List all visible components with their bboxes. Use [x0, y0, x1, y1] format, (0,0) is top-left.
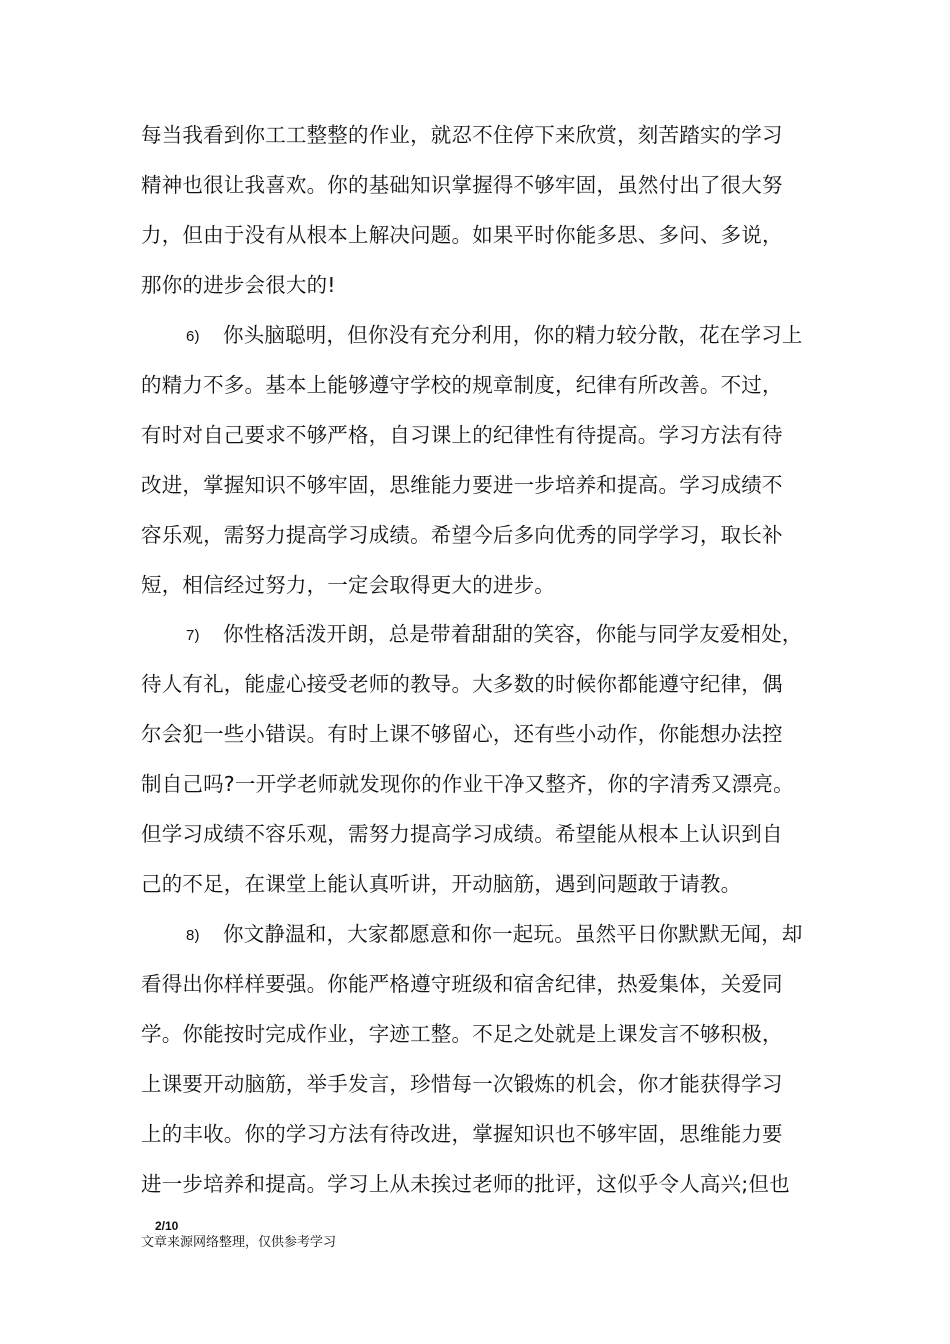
source-note: 文章来源网络整理，仅供参考学习 — [141, 1235, 337, 1250]
paragraph-line: 上的丰收。你的学习方法有待改进，掌握知识也不够牢固，思维能力要 — [141, 1122, 783, 1146]
paragraph-line: 你文静温和，大家都愿意和你一起玩。虽然平日你默默无闻，却 — [223, 922, 803, 946]
paragraph-line: 上课要开动脑筋，举手发言，珍惜每一次锻炼的机会，你才能获得学习 — [141, 1072, 783, 1096]
paragraph-number: 8) — [186, 927, 200, 944]
paragraph-line: 每当我看到你工工整整的作业，就忍不住停下来欣赏，刻苦踏实的学习 — [141, 123, 783, 147]
paragraph-line: 待人有礼，能虚心接受老师的教导。大多数的时候你都能遵守纪律，偶 — [141, 672, 783, 696]
paragraph-line: 尔会犯一些小错误。有时上课不够留心，还有些小动作，你能想办法控 — [141, 722, 783, 746]
paragraph-line: 制自己吗?一开学老师就发现你的作业干净又整齐，你的字清秀又漂亮。 — [141, 772, 794, 796]
paragraph-line: 那你的进步会很大的! — [141, 273, 336, 297]
paragraph-line: 学。你能按时完成作业，字迹工整。不足之处就是上课发言不够积极， — [141, 1022, 783, 1046]
paragraph-line: 短，相信经过努力，一定会取得更大的进步。 — [141, 573, 555, 597]
paragraph-line: 你头脑聪明，但你没有充分利用，你的精力较分散，花在学习上 — [223, 323, 803, 347]
paragraph-first-line — [186, 620, 803, 650]
paragraph-line: 你性格活泼开朗，总是带着甜甜的笑容，你能与同学友爱相处， — [223, 622, 803, 646]
page-number: 2/10 — [155, 1219, 179, 1233]
paragraph-line: 力，但由于没有从根本上解决问题。如果平时你能多思、多问、多说， — [141, 223, 783, 247]
paragraph-line: 进一步培养和提高。学习上从未挨过老师的批评，这似乎令人高兴;但也 — [141, 1172, 790, 1196]
paragraph-first-line — [186, 321, 803, 351]
paragraph-line: 容乐观，需努力提高学习成绩。希望今后多向优秀的同学学习，取长补 — [141, 523, 783, 547]
paragraph-line: 精神也很让我喜欢。你的基础知识掌握得不够牢固，虽然付出了很大努 — [141, 173, 783, 197]
paragraph-line: 但学习成绩不容乐观，需努力提高学习成绩。希望能从根本上认识到自 — [141, 822, 783, 846]
paragraph-line: 看得出你样样要强。你能严格遵守班级和宿舍纪律，热爱集体，关爱同 — [141, 972, 783, 996]
paragraph-line: 己的不足，在课堂上能认真听讲，开动脑筋，遇到问题敢于请教。 — [141, 872, 742, 896]
paragraph-first-line — [186, 920, 803, 950]
paragraph-number: 7) — [186, 627, 200, 644]
paragraph-line: 的精力不多。基本上能够遵守学校的规章制度，纪律有所改善。不过， — [141, 373, 783, 397]
paragraph-number: 6) — [186, 328, 200, 345]
paragraph-line: 改进，掌握知识不够牢固，思维能力要进一步培养和提高。学习成绩不 — [141, 473, 783, 497]
paragraph-line: 有时对自己要求不够严格，自习课上的纪律性有待提高。学习方法有待 — [141, 423, 783, 447]
